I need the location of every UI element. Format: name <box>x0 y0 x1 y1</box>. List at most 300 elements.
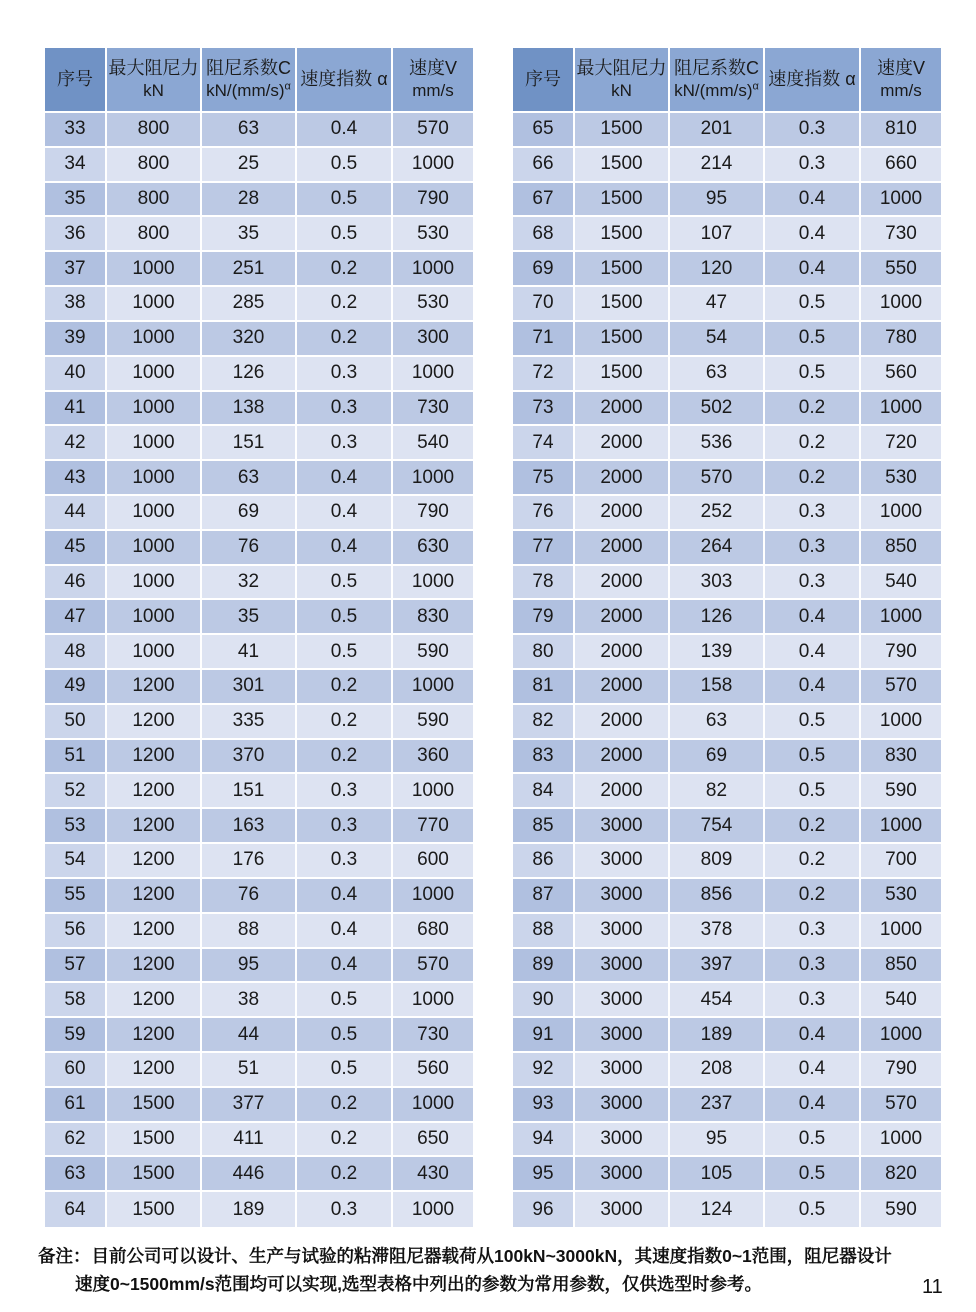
velocity-cell: 530 <box>861 461 941 496</box>
velocity-cell: 1000 <box>861 914 941 949</box>
velocity-cell: 1000 <box>861 392 941 427</box>
velocity-cell: 1000 <box>393 774 473 809</box>
max-damping-force-cell: 1500 <box>107 1192 202 1227</box>
velocity-exponent-cell: 0.2 <box>765 392 861 427</box>
table-row <box>513 844 941 879</box>
table-row <box>45 496 473 531</box>
velocity-cell: 680 <box>393 914 473 949</box>
damping-coefficient-cell: 536 <box>670 426 765 461</box>
table-row <box>45 426 473 461</box>
velocity-cell: 560 <box>393 1053 473 1088</box>
damping-coefficient-cell: 176 <box>202 844 297 879</box>
velocity-exponent-cell: 0.4 <box>765 252 861 287</box>
velocity-cell: 850 <box>861 949 941 984</box>
velocity-exponent-cell: 0.2 <box>297 670 393 705</box>
seq-cell: 61 <box>45 1088 107 1123</box>
velocity-cell: 790 <box>861 635 941 670</box>
column-header-velocity <box>393 48 473 113</box>
table-row <box>45 148 473 183</box>
max-damping-force-cell: 3000 <box>575 983 670 1018</box>
velocity-cell: 590 <box>861 1192 941 1227</box>
damping-coefficient-cell: 397 <box>670 949 765 984</box>
damping-coefficient-cell: 82 <box>670 774 765 809</box>
header-line-1: 速度指数 α <box>300 69 388 90</box>
table-row <box>513 531 941 566</box>
max-damping-force-cell: 3000 <box>575 1123 670 1158</box>
velocity-exponent-cell: 0.5 <box>765 357 861 392</box>
damping-coefficient-cell: 237 <box>670 1088 765 1123</box>
seq-cell: 37 <box>45 252 107 287</box>
max-damping-force-cell: 1200 <box>107 705 202 740</box>
max-damping-force-cell: 1500 <box>575 287 670 322</box>
velocity-exponent-cell: 0.5 <box>765 705 861 740</box>
footnote-text-1: 目前公司可以设计、生产与试验的粘滞阻尼器载荷从100kN~3000kN，其速度指数0~1范围，阻尼器设计 <box>91 1246 892 1266</box>
max-damping-force-cell: 1500 <box>107 1157 202 1192</box>
velocity-cell: 590 <box>861 774 941 809</box>
max-damping-force-cell: 1200 <box>107 740 202 775</box>
header-row <box>513 48 941 113</box>
table-row <box>513 148 941 183</box>
damping-coefficient-cell: 38 <box>202 983 297 1018</box>
max-damping-force-cell: 3000 <box>575 1088 670 1123</box>
seq-cell: 91 <box>513 1018 575 1053</box>
velocity-cell: 1000 <box>861 183 941 218</box>
velocity-cell: 850 <box>861 531 941 566</box>
seq-cell: 90 <box>513 983 575 1018</box>
max-damping-force-cell: 3000 <box>575 879 670 914</box>
velocity-cell: 630 <box>393 531 473 566</box>
header-unit: kN/(mm/s) <box>674 81 753 101</box>
velocity-exponent-cell: 0.2 <box>297 287 393 322</box>
damping-coefficient-cell: 95 <box>202 949 297 984</box>
spec-table-left <box>45 48 473 1227</box>
velocity-exponent-cell: 0.5 <box>297 217 393 252</box>
seq-cell: 41 <box>45 392 107 427</box>
velocity-cell: 1000 <box>861 705 941 740</box>
table-row <box>513 635 941 670</box>
header-unit: kN/(mm/s) <box>206 81 285 101</box>
velocity-exponent-cell: 0.3 <box>297 844 393 879</box>
table-row <box>45 392 473 427</box>
seq-cell: 86 <box>513 844 575 879</box>
max-damping-force-cell: 2000 <box>575 496 670 531</box>
column-header-velocity-exponent <box>765 48 861 113</box>
header-line-1: 阻尼系数C <box>674 57 759 78</box>
table-row <box>45 844 473 879</box>
table-row <box>45 809 473 844</box>
max-damping-force-cell: 1200 <box>107 914 202 949</box>
seq-cell: 84 <box>513 774 575 809</box>
table-row <box>45 531 473 566</box>
damping-coefficient-cell: 856 <box>670 879 765 914</box>
table-row <box>513 1018 941 1053</box>
header-superscript-alpha: α <box>284 80 291 93</box>
velocity-exponent-cell: 0.2 <box>297 740 393 775</box>
max-damping-force-cell: 1000 <box>107 531 202 566</box>
seq-cell: 65 <box>513 113 575 148</box>
velocity-cell: 1000 <box>861 287 941 322</box>
velocity-exponent-cell: 0.5 <box>297 635 393 670</box>
damping-coefficient-cell: 124 <box>670 1192 765 1227</box>
max-damping-force-cell: 800 <box>107 217 202 252</box>
max-damping-force-cell: 800 <box>107 113 202 148</box>
damping-coefficient-cell: 151 <box>202 426 297 461</box>
velocity-cell: 590 <box>393 705 473 740</box>
header-line-1: 速度V <box>408 57 457 78</box>
seq-cell: 58 <box>45 983 107 1018</box>
seq-cell: 33 <box>45 113 107 148</box>
velocity-cell: 1000 <box>393 1192 473 1227</box>
velocity-cell: 720 <box>861 426 941 461</box>
velocity-exponent-cell: 0.4 <box>297 113 393 148</box>
velocity-exponent-cell: 0.5 <box>297 148 393 183</box>
column-header-damping-coefficient <box>202 48 297 113</box>
velocity-cell: 550 <box>861 252 941 287</box>
damping-coefficient-cell: 28 <box>202 183 297 218</box>
max-damping-force-cell: 1200 <box>107 1018 202 1053</box>
velocity-exponent-cell: 0.3 <box>297 426 393 461</box>
damping-coefficient-cell: 126 <box>670 600 765 635</box>
velocity-exponent-cell: 0.2 <box>297 1157 393 1192</box>
table-row <box>513 1123 941 1158</box>
table-row <box>45 566 473 601</box>
damping-coefficient-cell: 69 <box>670 740 765 775</box>
table-row <box>513 740 941 775</box>
velocity-cell: 830 <box>861 740 941 775</box>
velocity-cell: 810 <box>861 113 941 148</box>
seq-cell: 45 <box>45 531 107 566</box>
max-damping-force-cell: 1200 <box>107 949 202 984</box>
velocity-exponent-cell: 0.4 <box>765 635 861 670</box>
velocity-exponent-cell: 0.3 <box>297 357 393 392</box>
seq-cell: 68 <box>513 217 575 252</box>
velocity-exponent-cell: 0.4 <box>297 496 393 531</box>
header-line-2 <box>861 80 941 103</box>
seq-cell: 66 <box>513 148 575 183</box>
velocity-exponent-cell: 0.5 <box>297 566 393 601</box>
max-damping-force-cell: 1000 <box>107 496 202 531</box>
damping-coefficient-cell: 76 <box>202 531 297 566</box>
damping-coefficient-cell: 63 <box>202 461 297 496</box>
table-row <box>513 914 941 949</box>
column-header-max-damping-force <box>107 48 202 113</box>
max-damping-force-cell: 3000 <box>575 1157 670 1192</box>
damping-coefficient-cell: 44 <box>202 1018 297 1053</box>
max-damping-force-cell: 1500 <box>575 148 670 183</box>
seq-cell: 59 <box>45 1018 107 1053</box>
seq-cell: 40 <box>45 357 107 392</box>
velocity-cell: 360 <box>393 740 473 775</box>
seq-cell: 69 <box>513 252 575 287</box>
max-damping-force-cell: 2000 <box>575 600 670 635</box>
max-damping-force-cell: 2000 <box>575 531 670 566</box>
seq-cell: 71 <box>513 322 575 357</box>
velocity-exponent-cell: 0.4 <box>297 914 393 949</box>
table-row <box>45 1192 473 1227</box>
seq-cell: 53 <box>45 809 107 844</box>
velocity-exponent-cell: 0.4 <box>297 461 393 496</box>
damping-coefficient-cell: 54 <box>670 322 765 357</box>
max-damping-force-cell: 3000 <box>575 809 670 844</box>
damping-coefficient-cell: 95 <box>670 183 765 218</box>
column-header-seq <box>45 48 107 113</box>
damping-coefficient-cell: 35 <box>202 600 297 635</box>
max-damping-force-cell: 3000 <box>575 844 670 879</box>
table-row <box>513 670 941 705</box>
velocity-exponent-cell: 0.3 <box>297 774 393 809</box>
damping-coefficient-cell: 252 <box>670 496 765 531</box>
seq-cell: 34 <box>45 148 107 183</box>
velocity-cell: 530 <box>393 217 473 252</box>
damping-coefficient-cell: 63 <box>670 357 765 392</box>
seq-cell: 96 <box>513 1192 575 1227</box>
velocity-exponent-cell: 0.4 <box>765 1018 861 1053</box>
damping-coefficient-cell: 378 <box>670 914 765 949</box>
velocity-exponent-cell: 0.3 <box>765 949 861 984</box>
seq-cell: 80 <box>513 635 575 670</box>
damping-coefficient-cell: 151 <box>202 774 297 809</box>
seq-cell: 35 <box>45 183 107 218</box>
damping-coefficient-cell: 303 <box>670 566 765 601</box>
damping-coefficient-cell: 105 <box>670 1157 765 1192</box>
velocity-cell: 730 <box>861 217 941 252</box>
table-row <box>513 1088 941 1123</box>
velocity-cell: 1000 <box>393 252 473 287</box>
table-row <box>513 949 941 984</box>
velocity-exponent-cell: 0.5 <box>297 1018 393 1053</box>
seq-cell: 76 <box>513 496 575 531</box>
header-line-1: 速度指数 α <box>768 69 856 90</box>
velocity-exponent-cell: 0.3 <box>765 983 861 1018</box>
velocity-exponent-cell: 0.3 <box>297 809 393 844</box>
max-damping-force-cell: 2000 <box>575 635 670 670</box>
damping-coefficient-cell: 214 <box>670 148 765 183</box>
velocity-cell: 700 <box>861 844 941 879</box>
seq-cell: 74 <box>513 426 575 461</box>
table-row <box>45 183 473 218</box>
damping-coefficient-cell: 158 <box>670 670 765 705</box>
max-damping-force-cell: 1500 <box>107 1088 202 1123</box>
damping-coefficient-cell: 285 <box>202 287 297 322</box>
table-row <box>513 287 941 322</box>
damping-coefficient-cell: 25 <box>202 148 297 183</box>
damping-coefficient-cell: 301 <box>202 670 297 705</box>
velocity-cell: 820 <box>861 1157 941 1192</box>
velocity-cell: 1000 <box>393 461 473 496</box>
velocity-cell: 540 <box>393 426 473 461</box>
damping-coefficient-cell: 126 <box>202 357 297 392</box>
velocity-cell: 1000 <box>861 496 941 531</box>
velocity-cell: 600 <box>393 844 473 879</box>
header-line-1: 序号 <box>57 69 93 90</box>
damping-coefficient-cell: 754 <box>670 809 765 844</box>
velocity-exponent-cell: 0.5 <box>765 287 861 322</box>
header-superscript-alpha: α <box>752 80 759 93</box>
max-damping-force-cell: 1200 <box>107 844 202 879</box>
table-row <box>45 949 473 984</box>
max-damping-force-cell: 1200 <box>107 1053 202 1088</box>
max-damping-force-cell: 1000 <box>107 461 202 496</box>
velocity-cell: 570 <box>393 113 473 148</box>
table-row <box>513 357 941 392</box>
table-row <box>513 113 941 148</box>
velocity-cell: 1000 <box>861 1123 941 1158</box>
column-header-max-damping-force <box>575 48 670 113</box>
seq-cell: 87 <box>513 879 575 914</box>
damping-coefficient-cell: 138 <box>202 392 297 427</box>
table-row <box>45 1157 473 1192</box>
table-row <box>513 983 941 1018</box>
velocity-exponent-cell: 0.4 <box>765 183 861 218</box>
table-row <box>45 1053 473 1088</box>
footnote <box>38 1242 938 1298</box>
header-line-2 <box>575 80 668 103</box>
max-damping-force-cell: 1500 <box>575 252 670 287</box>
max-damping-force-cell: 1200 <box>107 879 202 914</box>
max-damping-force-cell: 800 <box>107 148 202 183</box>
header-line-2 <box>202 80 295 103</box>
velocity-exponent-cell: 0.4 <box>765 600 861 635</box>
velocity-cell: 830 <box>393 600 473 635</box>
max-damping-force-cell: 2000 <box>575 705 670 740</box>
table-row <box>45 252 473 287</box>
seq-cell: 55 <box>45 879 107 914</box>
table-row <box>513 1157 941 1192</box>
velocity-cell: 730 <box>393 1018 473 1053</box>
header-unit: mm/s <box>412 81 454 101</box>
header-line-1: 速度V <box>876 57 925 78</box>
max-damping-force-cell: 1000 <box>107 357 202 392</box>
velocity-exponent-cell: 0.2 <box>297 705 393 740</box>
velocity-cell: 300 <box>393 322 473 357</box>
table-row <box>45 357 473 392</box>
velocity-exponent-cell: 0.2 <box>765 461 861 496</box>
table-row <box>45 705 473 740</box>
velocity-cell: 1000 <box>861 1018 941 1053</box>
max-damping-force-cell: 2000 <box>575 461 670 496</box>
max-damping-force-cell: 2000 <box>575 774 670 809</box>
velocity-exponent-cell: 0.5 <box>297 600 393 635</box>
velocity-exponent-cell: 0.3 <box>765 496 861 531</box>
header-line-2 <box>670 80 763 103</box>
damping-coefficient-cell: 809 <box>670 844 765 879</box>
header-row <box>45 48 473 113</box>
velocity-cell: 1000 <box>393 670 473 705</box>
table-row <box>513 217 941 252</box>
table-row <box>513 183 941 218</box>
header-line-1: 最大阻尼力 <box>576 57 667 78</box>
seq-cell: 75 <box>513 461 575 496</box>
velocity-cell: 570 <box>861 1088 941 1123</box>
seq-cell: 43 <box>45 461 107 496</box>
velocity-exponent-cell: 0.5 <box>765 1192 861 1227</box>
velocity-cell: 430 <box>393 1157 473 1192</box>
table-row <box>513 322 941 357</box>
velocity-exponent-cell: 0.2 <box>297 1088 393 1123</box>
velocity-exponent-cell: 0.5 <box>765 1157 861 1192</box>
velocity-cell: 790 <box>393 183 473 218</box>
header-line-2 <box>107 80 200 103</box>
table-row <box>45 740 473 775</box>
velocity-exponent-cell: 0.2 <box>765 809 861 844</box>
damping-coefficient-cell: 35 <box>202 217 297 252</box>
velocity-exponent-cell: 0.2 <box>297 252 393 287</box>
damping-coefficient-cell: 454 <box>670 983 765 1018</box>
damping-coefficient-cell: 251 <box>202 252 297 287</box>
velocity-exponent-cell: 0.3 <box>765 566 861 601</box>
table-row <box>45 774 473 809</box>
max-damping-force-cell: 1500 <box>575 113 670 148</box>
seq-cell: 50 <box>45 705 107 740</box>
table-row <box>45 287 473 322</box>
header-unit: kN <box>143 81 164 101</box>
velocity-exponent-cell: 0.5 <box>297 983 393 1018</box>
seq-cell: 88 <box>513 914 575 949</box>
table-row <box>513 809 941 844</box>
seq-cell: 51 <box>45 740 107 775</box>
velocity-cell: 780 <box>861 322 941 357</box>
spec-table-right <box>513 48 941 1227</box>
velocity-cell: 1000 <box>393 983 473 1018</box>
footnote-line-1 <box>38 1242 938 1270</box>
seq-cell: 42 <box>45 426 107 461</box>
seq-cell: 85 <box>513 809 575 844</box>
seq-cell: 56 <box>45 914 107 949</box>
velocity-cell: 570 <box>861 670 941 705</box>
seq-cell: 47 <box>45 600 107 635</box>
velocity-exponent-cell: 0.5 <box>297 183 393 218</box>
column-header-velocity-exponent <box>297 48 393 113</box>
header-unit: kN <box>611 81 632 101</box>
seq-cell: 95 <box>513 1157 575 1192</box>
max-damping-force-cell: 1200 <box>107 809 202 844</box>
seq-cell: 62 <box>45 1123 107 1158</box>
table-row <box>513 879 941 914</box>
max-damping-force-cell: 1000 <box>107 287 202 322</box>
header-line-1: 序号 <box>525 69 561 90</box>
table-row <box>45 113 473 148</box>
damping-coefficient-cell: 370 <box>202 740 297 775</box>
damping-coefficient-cell: 63 <box>670 705 765 740</box>
max-damping-force-cell: 2000 <box>575 740 670 775</box>
velocity-exponent-cell: 0.2 <box>765 879 861 914</box>
table-row <box>513 774 941 809</box>
velocity-cell: 1000 <box>393 1088 473 1123</box>
damping-coefficient-cell: 47 <box>670 287 765 322</box>
velocity-cell: 530 <box>861 879 941 914</box>
table-row <box>45 914 473 949</box>
damping-coefficient-cell: 107 <box>670 217 765 252</box>
damping-coefficient-cell: 208 <box>670 1053 765 1088</box>
max-damping-force-cell: 800 <box>107 183 202 218</box>
max-damping-force-cell: 3000 <box>575 1053 670 1088</box>
damping-coefficient-cell: 411 <box>202 1123 297 1158</box>
header-line-2 <box>393 80 473 103</box>
velocity-cell: 540 <box>861 983 941 1018</box>
table-row <box>45 670 473 705</box>
velocity-exponent-cell: 0.3 <box>297 392 393 427</box>
damping-coefficient-cell: 41 <box>202 635 297 670</box>
max-damping-force-cell: 1500 <box>107 1123 202 1158</box>
seq-cell: 54 <box>45 844 107 879</box>
seq-cell: 49 <box>45 670 107 705</box>
damping-coefficient-cell: 69 <box>202 496 297 531</box>
header-line-1: 阻尼系数C <box>206 57 291 78</box>
seq-cell: 78 <box>513 566 575 601</box>
max-damping-force-cell: 1200 <box>107 774 202 809</box>
velocity-cell: 1000 <box>393 566 473 601</box>
table-row <box>513 392 941 427</box>
